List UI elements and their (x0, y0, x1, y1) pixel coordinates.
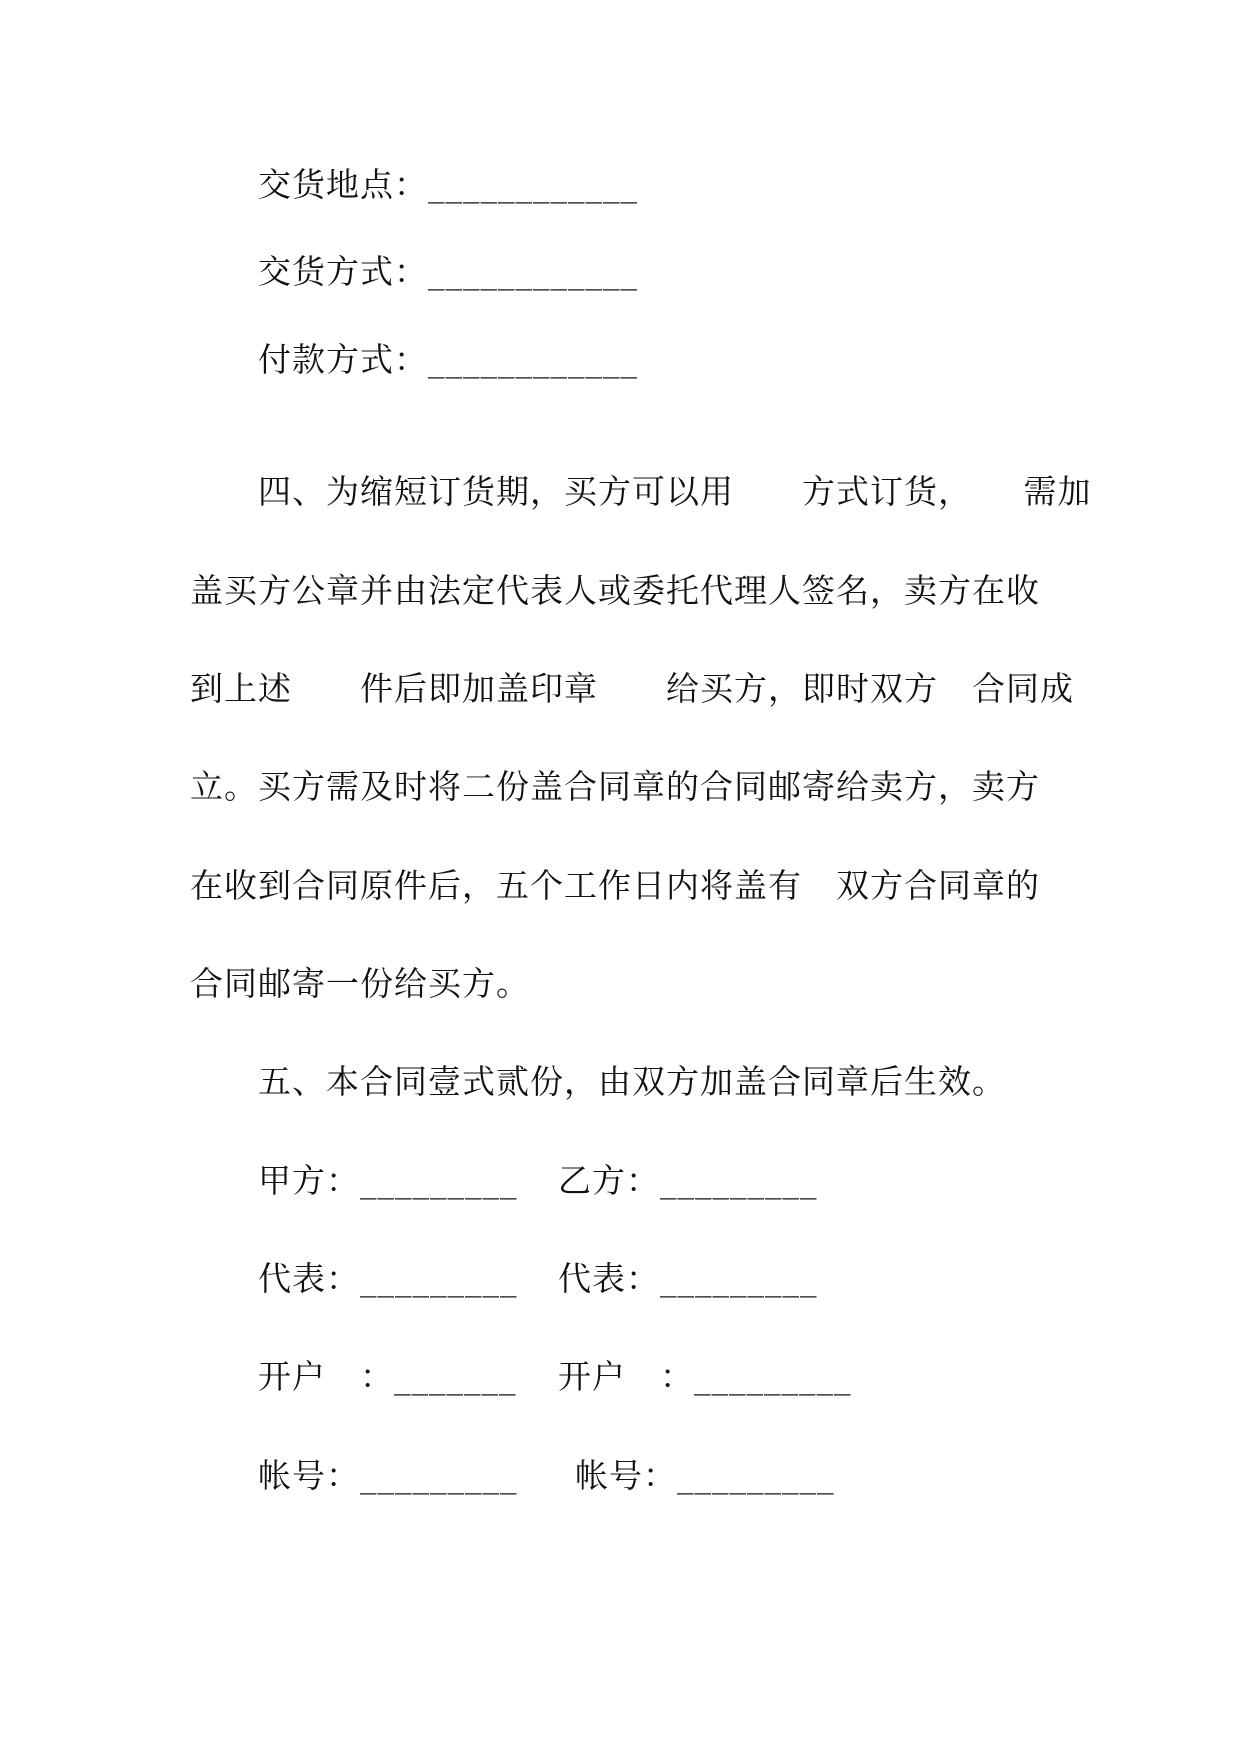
delivery-location-field: 交货地点：____________ (258, 165, 638, 204)
paragraph-4-line-3: 到上述 件后即加盖印章 给买方，即时双方 合同成 (190, 669, 1074, 708)
representative-a-field: 代表：_________ (258, 1259, 518, 1298)
representative-b-field: 代表：_________ (558, 1259, 818, 1298)
paragraph-4-line-1: 四、为缩短订货期，买方可以用 方式订货， 需加 (258, 472, 1092, 511)
party-a-field: 甲方：_________ (258, 1161, 518, 1200)
paragraph-4-line-5: 在收到合同原件后，五个工作日内将盖有 双方合同章的 (190, 866, 1040, 905)
party-b-field: 乙方：_________ (558, 1161, 818, 1200)
bank-b-field: 开户 ：_________ (558, 1357, 852, 1396)
paragraph-5: 五、本合同壹式贰份，由双方加盖合同章后生效。 (258, 1062, 1006, 1101)
delivery-method-field: 交货方式：____________ (258, 252, 638, 291)
bank-a-field: 开户 ：_______ (258, 1357, 517, 1396)
paragraph-4-line-6: 合同邮寄一份给买方。 (190, 964, 530, 1003)
paragraph-4-line-2: 盖买方公章并由法定代表人或委托代理人签名，卖方在收 (190, 571, 1040, 610)
payment-method-field: 付款方式：____________ (258, 340, 638, 379)
paragraph-4-line-4: 立。买方需及时将二份盖合同章的合同邮寄给卖方，卖方 (190, 767, 1040, 806)
account-b-field: 帐号：_________ (575, 1456, 835, 1495)
account-a-field: 帐号：_________ (258, 1456, 518, 1495)
